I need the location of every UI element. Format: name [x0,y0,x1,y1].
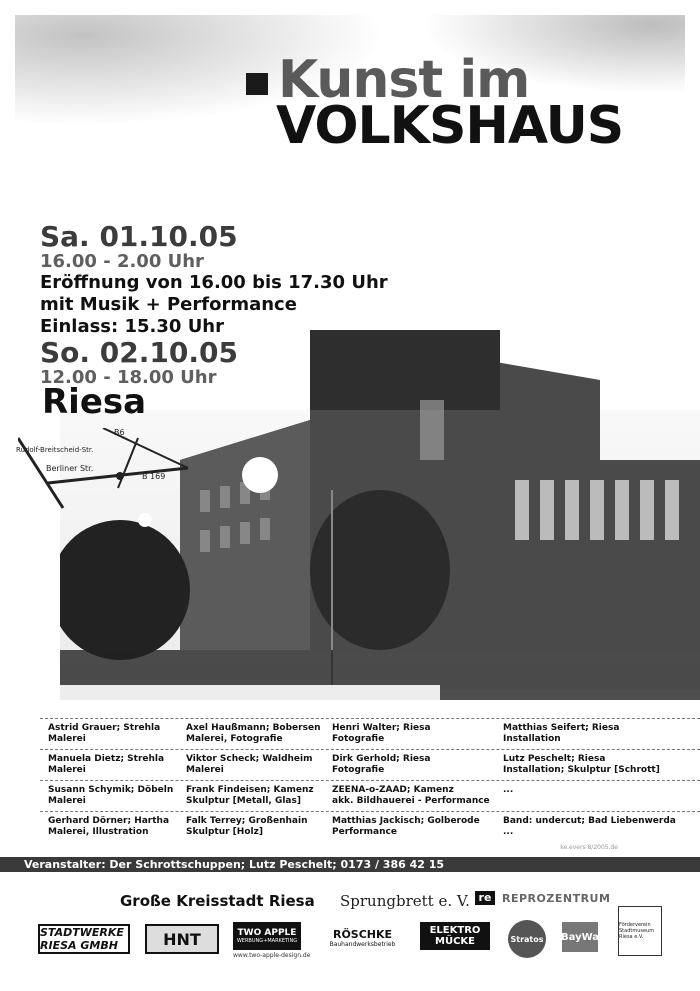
admission: Einlass: 15.30 Uhr [40,316,224,337]
artist-name: Manuela Dietz; Strehla [48,754,165,764]
artist-discipline: Fotografie [332,734,385,744]
artist-discipline: ... [503,827,514,837]
map-road-b169: B 169 [142,472,166,481]
sponsor-reprozentrum: REPROZENTRUM [502,892,611,905]
stratos-logo: Stratos [508,920,546,958]
map-street-1: Berliner Str. [46,464,94,473]
title-line-2: VOLKSHAUS [276,96,624,156]
artist-entry [186,785,314,807]
artist-entry [503,785,513,796]
stadtwerke-logo: STADTWERKE RIESA GMBH [38,924,130,954]
artists-row [40,811,700,842]
artist-name: Astrid Grauer; Strehla [48,723,161,733]
artist-entry [48,785,173,807]
artist-discipline: Malerei [186,765,224,775]
day1-date: Sa. 01.10.05 [40,220,238,253]
sponsors-row-1 [0,888,700,918]
hnt-logo: HNT [145,924,219,954]
title-bullet-square [246,73,268,95]
artist-name: Lutz Peschelt; Riesa [503,754,606,764]
artist-name: Matthias Jackisch; Golberode [332,816,480,826]
city-name: Riesa [42,382,147,422]
artist-name: Dirk Gerhold; Riesa [332,754,431,764]
artist-discipline: Malerei [48,734,86,744]
artist-entry [332,816,480,838]
day1-time: 16.00 - 2.00 Uhr [40,251,204,272]
artist-name: Band: undercut; Bad Liebenwerda [503,816,676,826]
opening-line-1: Eröffnung von 16.00 bis 17.30 Uhr [40,272,388,293]
sponsor-sprungbrett: Sprungbrett e. V. [340,892,470,910]
artist-entry [186,754,313,776]
artist-entry [48,754,164,776]
artist-discipline: Performance [332,827,397,837]
artists-row [40,749,700,780]
day2-date: So. 02.10.05 [40,336,238,369]
opening-line-2: mit Musik + Performance [40,294,297,315]
artist-entry [332,754,430,776]
artist-name: ... [503,785,514,795]
two-apple-logo [233,922,301,950]
roschke-subtitle: Bauhandwerksbetrieb [329,941,396,948]
artist-name: Matthias Seifert; Riesa [503,723,620,733]
location-map [18,428,208,538]
artist-entry [186,816,308,838]
roschke-name: RÖSCHKE [332,928,393,941]
artist-name: Falk Terrey; Großenhain [186,816,308,826]
artist-name: Henri Walter; Riesa [332,723,431,733]
sponsor-riesa: Große Kreisstadt Riesa [120,892,315,910]
muecke-text: MÜCKE [435,936,475,947]
artist-discipline: akk. Bildhauerei - Performance [332,796,490,806]
artist-entry [503,754,660,776]
map-street-2: Rudolf-Breitscheid-Str. [16,446,94,454]
elektro-muecke-logo [420,922,490,950]
map-lines [18,428,208,538]
two-apple-name: TWO APPLE [237,928,297,938]
foerderverein-logo: Förderverein Stadtmuseum Riesa e.V. [618,906,662,956]
two-apple-url: www.two-apple-design.de [233,952,311,959]
artist-entry [503,816,676,838]
artist-name: Axel Haußmann; Bobersen [186,723,321,733]
artist-discipline: Malerei [48,765,86,775]
artist-name: Susann Schymik; Döbeln [48,785,174,795]
artist-entry [48,723,160,745]
map-road-b6: B6 [114,428,125,437]
artist-discipline: Skulptur [Holz] [186,827,263,837]
artist-name: ZEENA-o-ZAAD; Kamenz [332,785,454,795]
artists-row [40,718,700,749]
artist-discipline: Skulptur [Metall, Glas] [186,796,301,806]
watermark: ke.evers 8/2005.de [560,844,618,851]
artist-discipline: Installation [503,734,561,744]
title-line-1: Kunst im [278,50,530,110]
organizer-text: Veranstalter: Der Schrottschuppen; Lutz Peschelt; 0173 / 386 42 15 [24,858,445,871]
artist-entry [48,816,169,838]
artist-discipline: Fotografie [332,765,385,775]
artist-entry [332,723,431,745]
artist-name: Gerhard Dörner; Hartha [48,816,170,826]
reprozentrum-logo-icon: re [475,891,495,905]
artist-entry [503,723,619,745]
event-dates [40,222,388,388]
sponsors-row-2 [0,918,700,978]
baywa-logo: BayWa [562,922,598,952]
artist-entry [332,785,490,807]
elektro-text: ELEKTRO [429,925,481,936]
artist-name: Viktor Scheck; Waldheim [186,754,313,764]
artist-discipline: Malerei, Illustration [48,827,149,837]
artist-discipline: Malerei [48,796,86,806]
artist-discipline: Malerei, Fotografie [186,734,283,744]
roschke-logo [315,926,410,950]
artists-row [40,780,700,811]
artist-entry [186,723,320,745]
artist-discipline: Installation; Skulptur [Schrott] [503,765,660,775]
artist-name: Frank Findeisen; Kamenz [186,785,314,795]
two-apple-subtitle: WERBUNG+MARKETING [236,938,298,944]
day2-time: 12.00 - 18.00 Uhr [40,367,217,388]
artists-table [40,718,700,842]
